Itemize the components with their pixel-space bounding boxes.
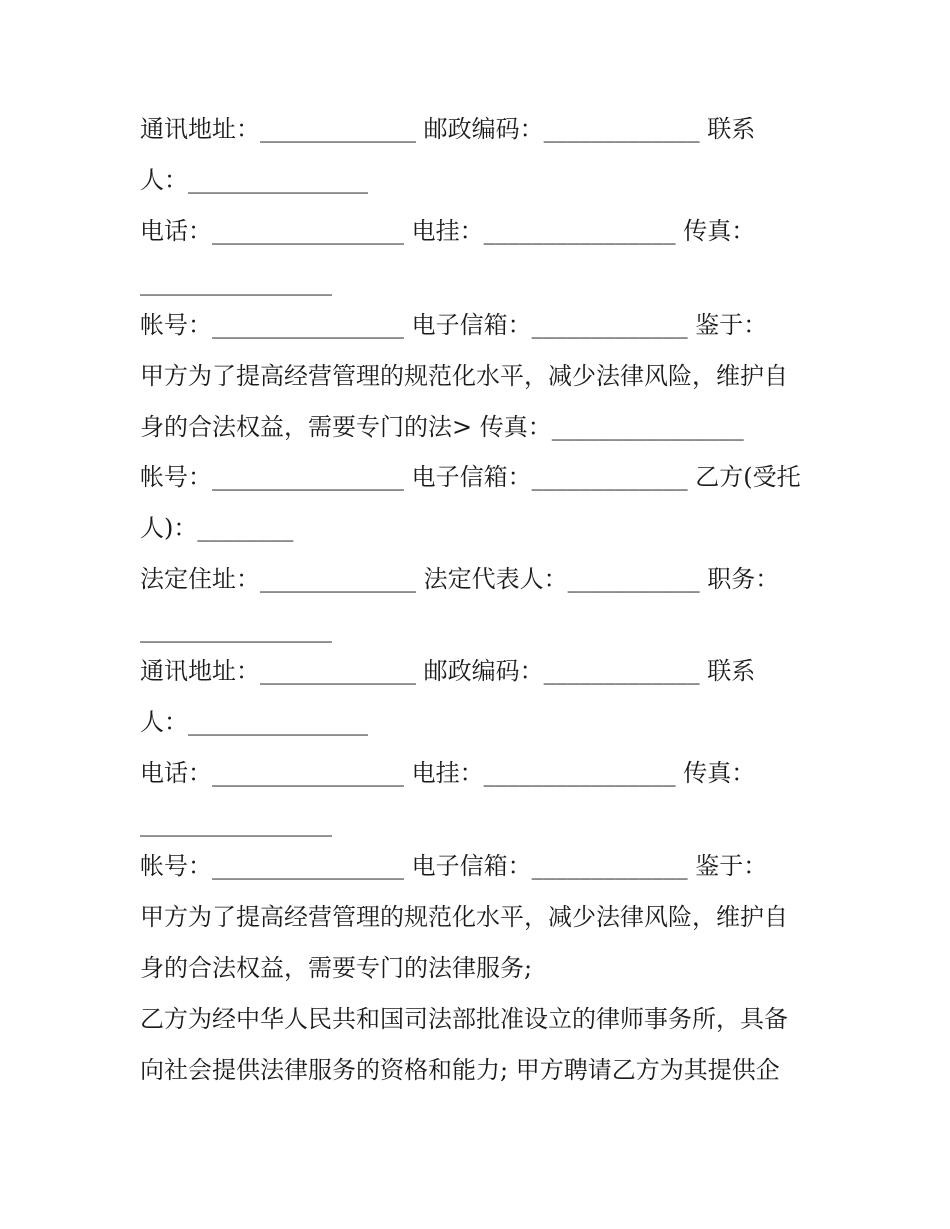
text-line: 甲方为了提高经营管理的规范化水平，减少法律风险，维护自 — [140, 362, 788, 390]
text-line: 身的合法权益，需要专门的法律服务; — [140, 954, 533, 982]
text-line: ________________ — [140, 809, 332, 837]
text-line: 帐号：________________ 电子信箱：_____________ 鉴于： — [140, 852, 768, 880]
text-line: 电话：________________ 电挂：________________ 传真： — [140, 217, 756, 245]
text-line: 通讯地址：_____________ 邮政编码：_____________ 联系 — [140, 115, 756, 143]
text-line: 人)：________ — [140, 514, 294, 542]
text-line: 人：_______________ — [140, 166, 368, 194]
text-line: 帐号：________________ 电子信箱：_____________ 乙方(受托 — [140, 463, 801, 491]
text-line: ________________ — [140, 615, 332, 643]
text-line: 向社会提供法律服务的资格和能力; 甲方聘请乙方为其提供企 — [140, 1056, 780, 1084]
text-line: 电话：________________ 电挂：________________ 传真： — [140, 759, 756, 787]
text-line: 乙方为经中华人民共和国司法部批准设立的律师事务所，具备 — [140, 1005, 788, 1033]
text-line: 通讯地址：_____________ 邮政编码：_____________ 联系 — [140, 657, 756, 685]
text-line: ________________ — [140, 268, 332, 296]
text-line: 身的合法权益，需要专门的法> 传真：________________ — [140, 413, 744, 441]
text-line: 帐号：________________ 电子信箱：_____________ 鉴于： — [140, 311, 768, 339]
text-line: 法定住址：_____________ 法定代表人：___________ 职务： — [140, 565, 780, 593]
text-line: 人：_______________ — [140, 708, 368, 736]
text-line: 甲方为了提高经营管理的规范化水平，减少法律风险，维护自 — [140, 903, 788, 931]
